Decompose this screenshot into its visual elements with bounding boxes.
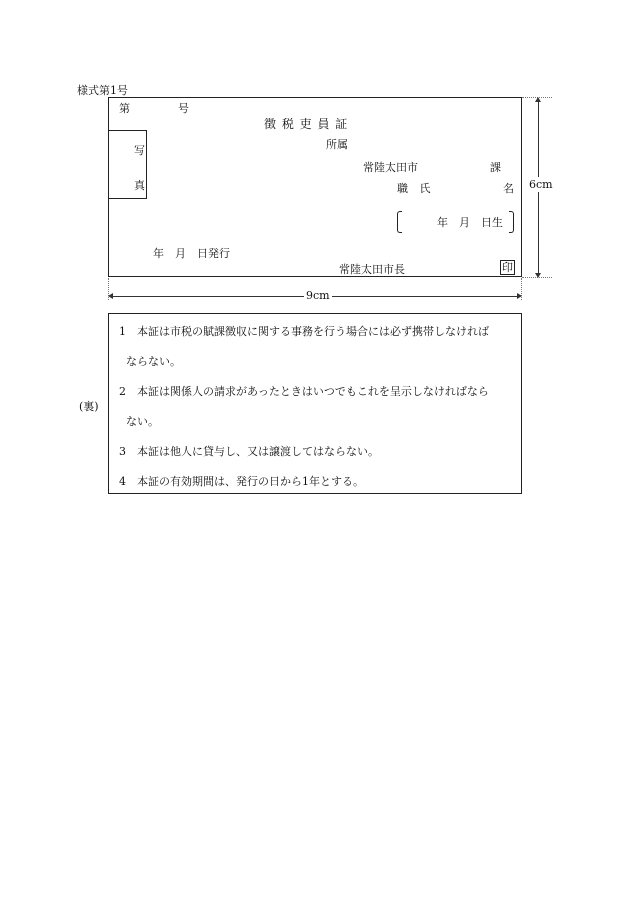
note-1-cont: ならない。 bbox=[126, 355, 181, 368]
arrow-right-icon bbox=[517, 293, 522, 299]
back-side-label: (裏) bbox=[79, 400, 99, 413]
birthdate-label: 年 月 日生 bbox=[437, 216, 503, 229]
bracket-right bbox=[509, 211, 514, 233]
note-2-cont: ない。 bbox=[126, 415, 159, 428]
city-name: 常陸太田市 bbox=[363, 161, 418, 174]
number-suffix: 号 bbox=[178, 102, 189, 115]
id-card-front bbox=[108, 97, 522, 277]
affiliation-label: 所属 bbox=[326, 138, 348, 151]
form-label: 様式第1号 bbox=[77, 84, 128, 97]
name-label: 名 bbox=[503, 182, 514, 195]
arrow-down-icon bbox=[535, 273, 541, 278]
card-title: 徴 税 吏 員 証 bbox=[264, 117, 349, 131]
height-label: 6cm bbox=[529, 178, 553, 191]
bracket-left bbox=[397, 211, 402, 233]
note-2: 2 本証は関係人の請求があったときはいつでもこれを呈示しなければなら bbox=[119, 385, 489, 398]
note-1: 1 本証は市税の賦課徴収に関する事務を行う場合には必ず携帯しなければ bbox=[119, 325, 489, 338]
arrow-left-icon bbox=[108, 293, 113, 299]
position-name-label: 職 氏 bbox=[397, 182, 435, 195]
seal-box: 印 bbox=[502, 261, 513, 274]
arrow-up-icon bbox=[535, 97, 541, 102]
photo-char-1: 写 bbox=[134, 144, 145, 157]
issuer-label: 常陸太田市長 bbox=[339, 263, 405, 276]
note-4: 4 本証の有効期間は、発行の日から1年とする。 bbox=[119, 475, 364, 488]
number-prefix: 第 bbox=[119, 102, 130, 115]
width-label: 9cm bbox=[306, 289, 330, 302]
issue-date-label: 年 月 日発行 bbox=[153, 247, 230, 260]
section-label: 課 bbox=[490, 161, 501, 174]
photo-char-2: 真 bbox=[134, 179, 145, 192]
id-card-back bbox=[108, 313, 522, 494]
note-3: 3 本証は他人に貸与し、又は譲渡してはならない。 bbox=[119, 445, 379, 458]
